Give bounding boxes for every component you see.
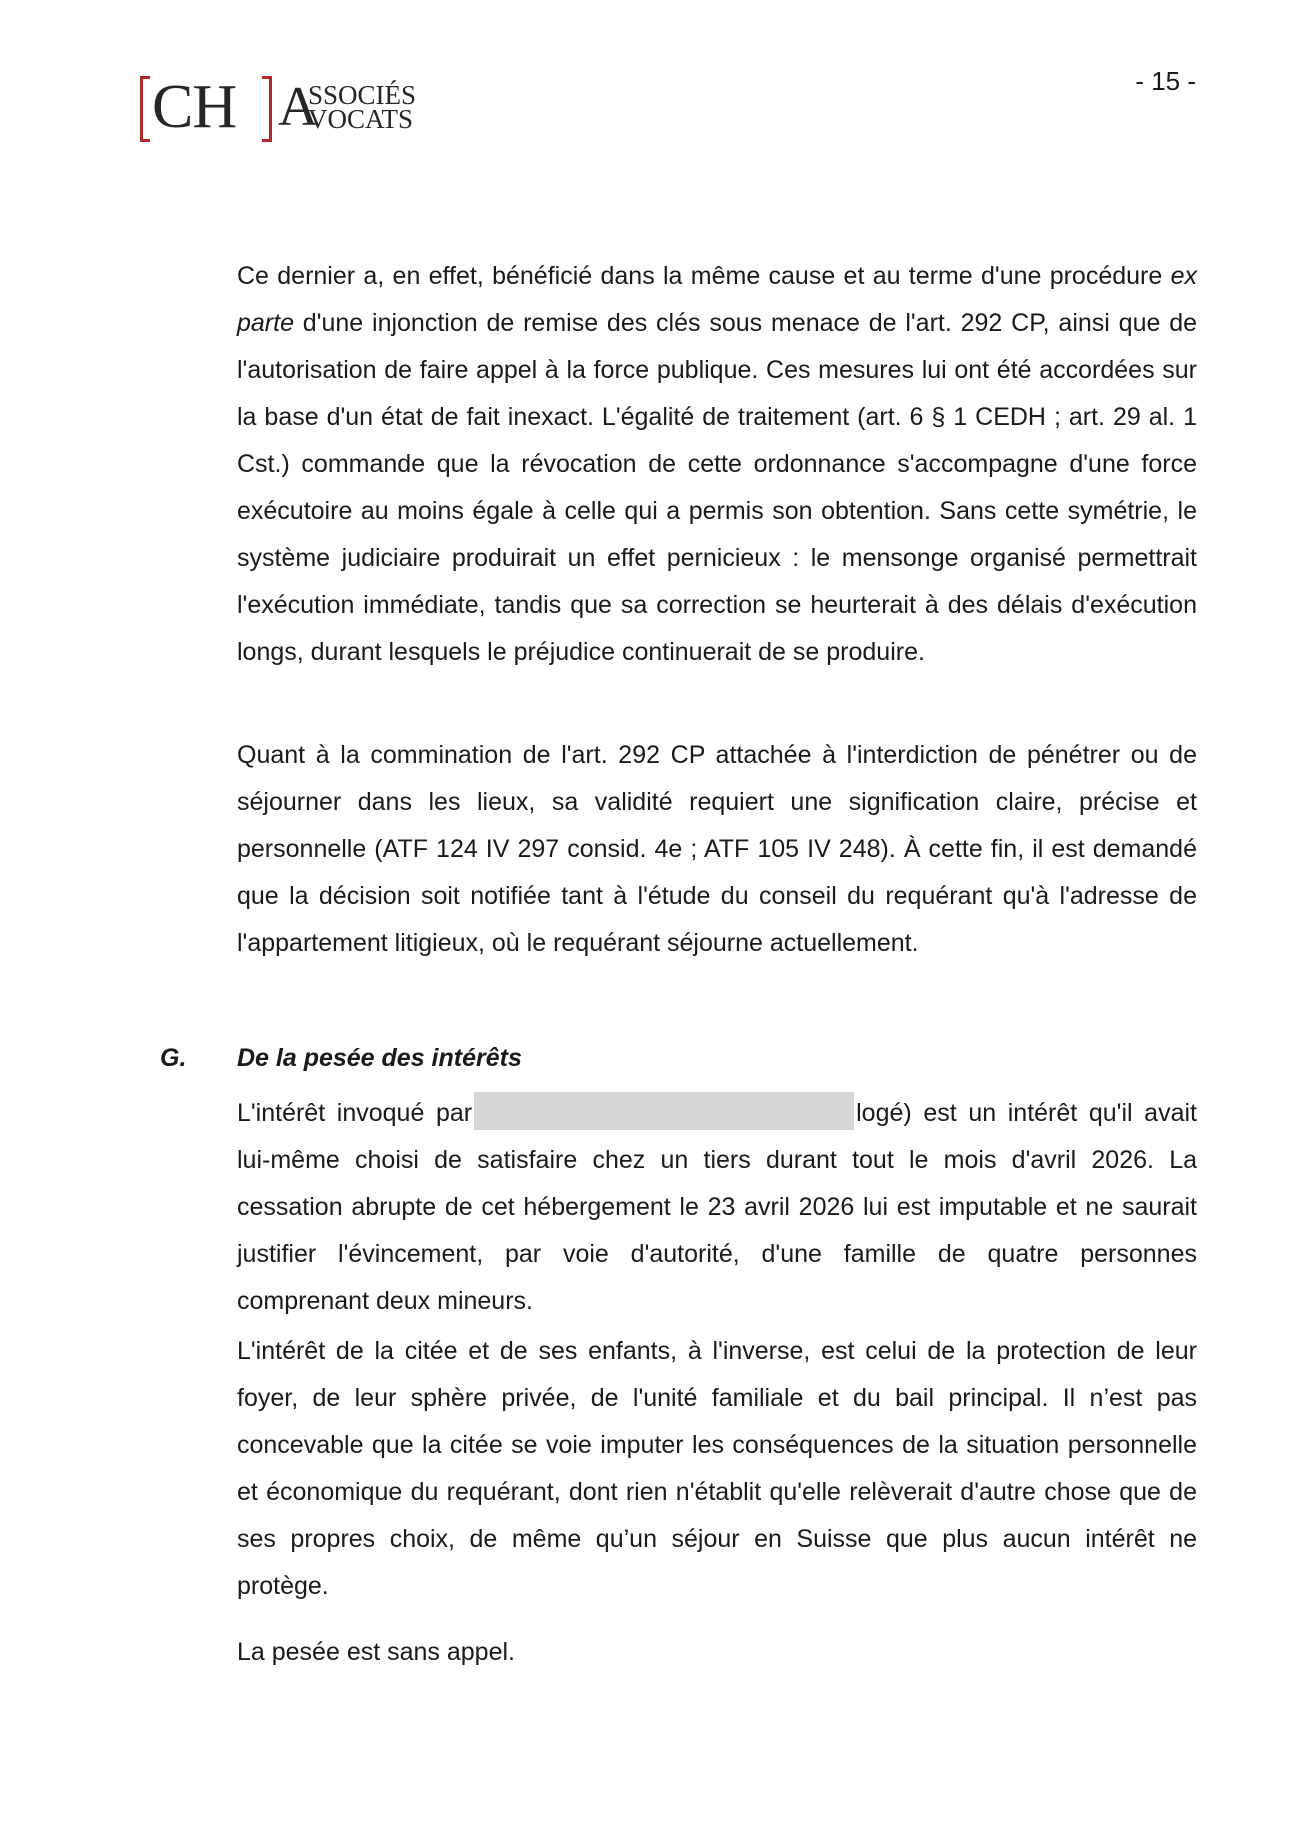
logo-bracket-right [262,76,272,142]
logo-a: A [278,76,319,138]
paragraph-1-text-a: Ce dernier a, en effet, bénéficié dans la même cause et au terme d'une procédure [237,262,1171,290]
section-letter: G. [160,1044,187,1072]
logo-word-avocats: VOCATS [308,104,414,134]
paragraph-1-emphasis: ex parte [237,262,1197,337]
logo-bracket-left [140,76,150,142]
paragraph-2 [237,732,1197,967]
logo-ch: CH [152,73,237,141]
paragraph-3-text-b: logé) est un intérêt qu'il avait lui-même choisi de satisfaire chez un tiers durant tout le mois d'avril 2026. La cessation abrupte de cet hébergement le 23 avril 2026 lui est imputable et ne saurait justifier l'évincement, par voie d'autorité, d'une famille de quatre personnes comprenant deux mineurs. [237,1099,1197,1315]
section-title: De la pesée des intérêts [237,1044,522,1072]
page-number: - 15 - [1135,66,1196,96]
paragraph-3 [237,1090,1197,1325]
paragraph-5-text: La pesée est sans appel. [237,1638,515,1666]
paragraph-4-text: L'intérêt de la citée et de ses enfants, à l'inverse, est celui de la protection de leur foyer, de leur sphère privée, de l'unité familiale et du bail principal. Il n’est pas concevable que la citée se voie imputer les conséquences de la situation personnelle et économique du requérant, dont rien n'établit qu'elle relèverait d'autre chose que de ses propres choix, de même qu’un séjour en Suisse que plus aucun intérêt ne protège. [237,1337,1197,1600]
redaction-block [474,1092,854,1130]
paragraph-3-text-a: L'intérêt invoqué par [237,1099,473,1127]
paragraph-4 [237,1328,1197,1610]
paragraph-5 [237,1629,1197,1676]
paragraph-1-text-b: d'une injonction de remise des clés sous menace de l'art. 292 CP, ainsi que de l'autorisation de faire appel à la force publique. Ces mesures lui ont été accordées sur la base d'un état de fait inexact. L'égalité de traitement (art. 6 § 1 CEDH ; art. 29 al. 1 Cst.) commande que la révocation de cette ordonnance s'accompagne d'une force exécutoire au moins égale à celle qui a permis son obtention. Sans cette symétrie, le système judiciaire produirait un effet pernicieux : le mensonge organisé permettrait l'exécution immédiate, tandis que sa correction se heurterait à des délais d'exécution longs, durant lesquels le préjudice continuerait de se produire. [237,309,1197,666]
paragraph-1 [237,253,1197,676]
paragraph-2-text: Quant à la commination de l'art. 292 CP attachée à l'interdiction de pénétrer ou de séjourner dans les lieux, sa validité requiert une signification claire, précise et personnelle (ATF 124 IV 297 consid. 4e ; ATF 105 IV 248). À cette fin, il est demandé que la décision soit notifiée tant à l'étude du conseil du requérant qu'à l'adresse de l'appartement litigieux, où le requérant séjourne actuellement. [237,741,1197,957]
logo-word-associes: SSOCIÉS [308,80,417,110]
